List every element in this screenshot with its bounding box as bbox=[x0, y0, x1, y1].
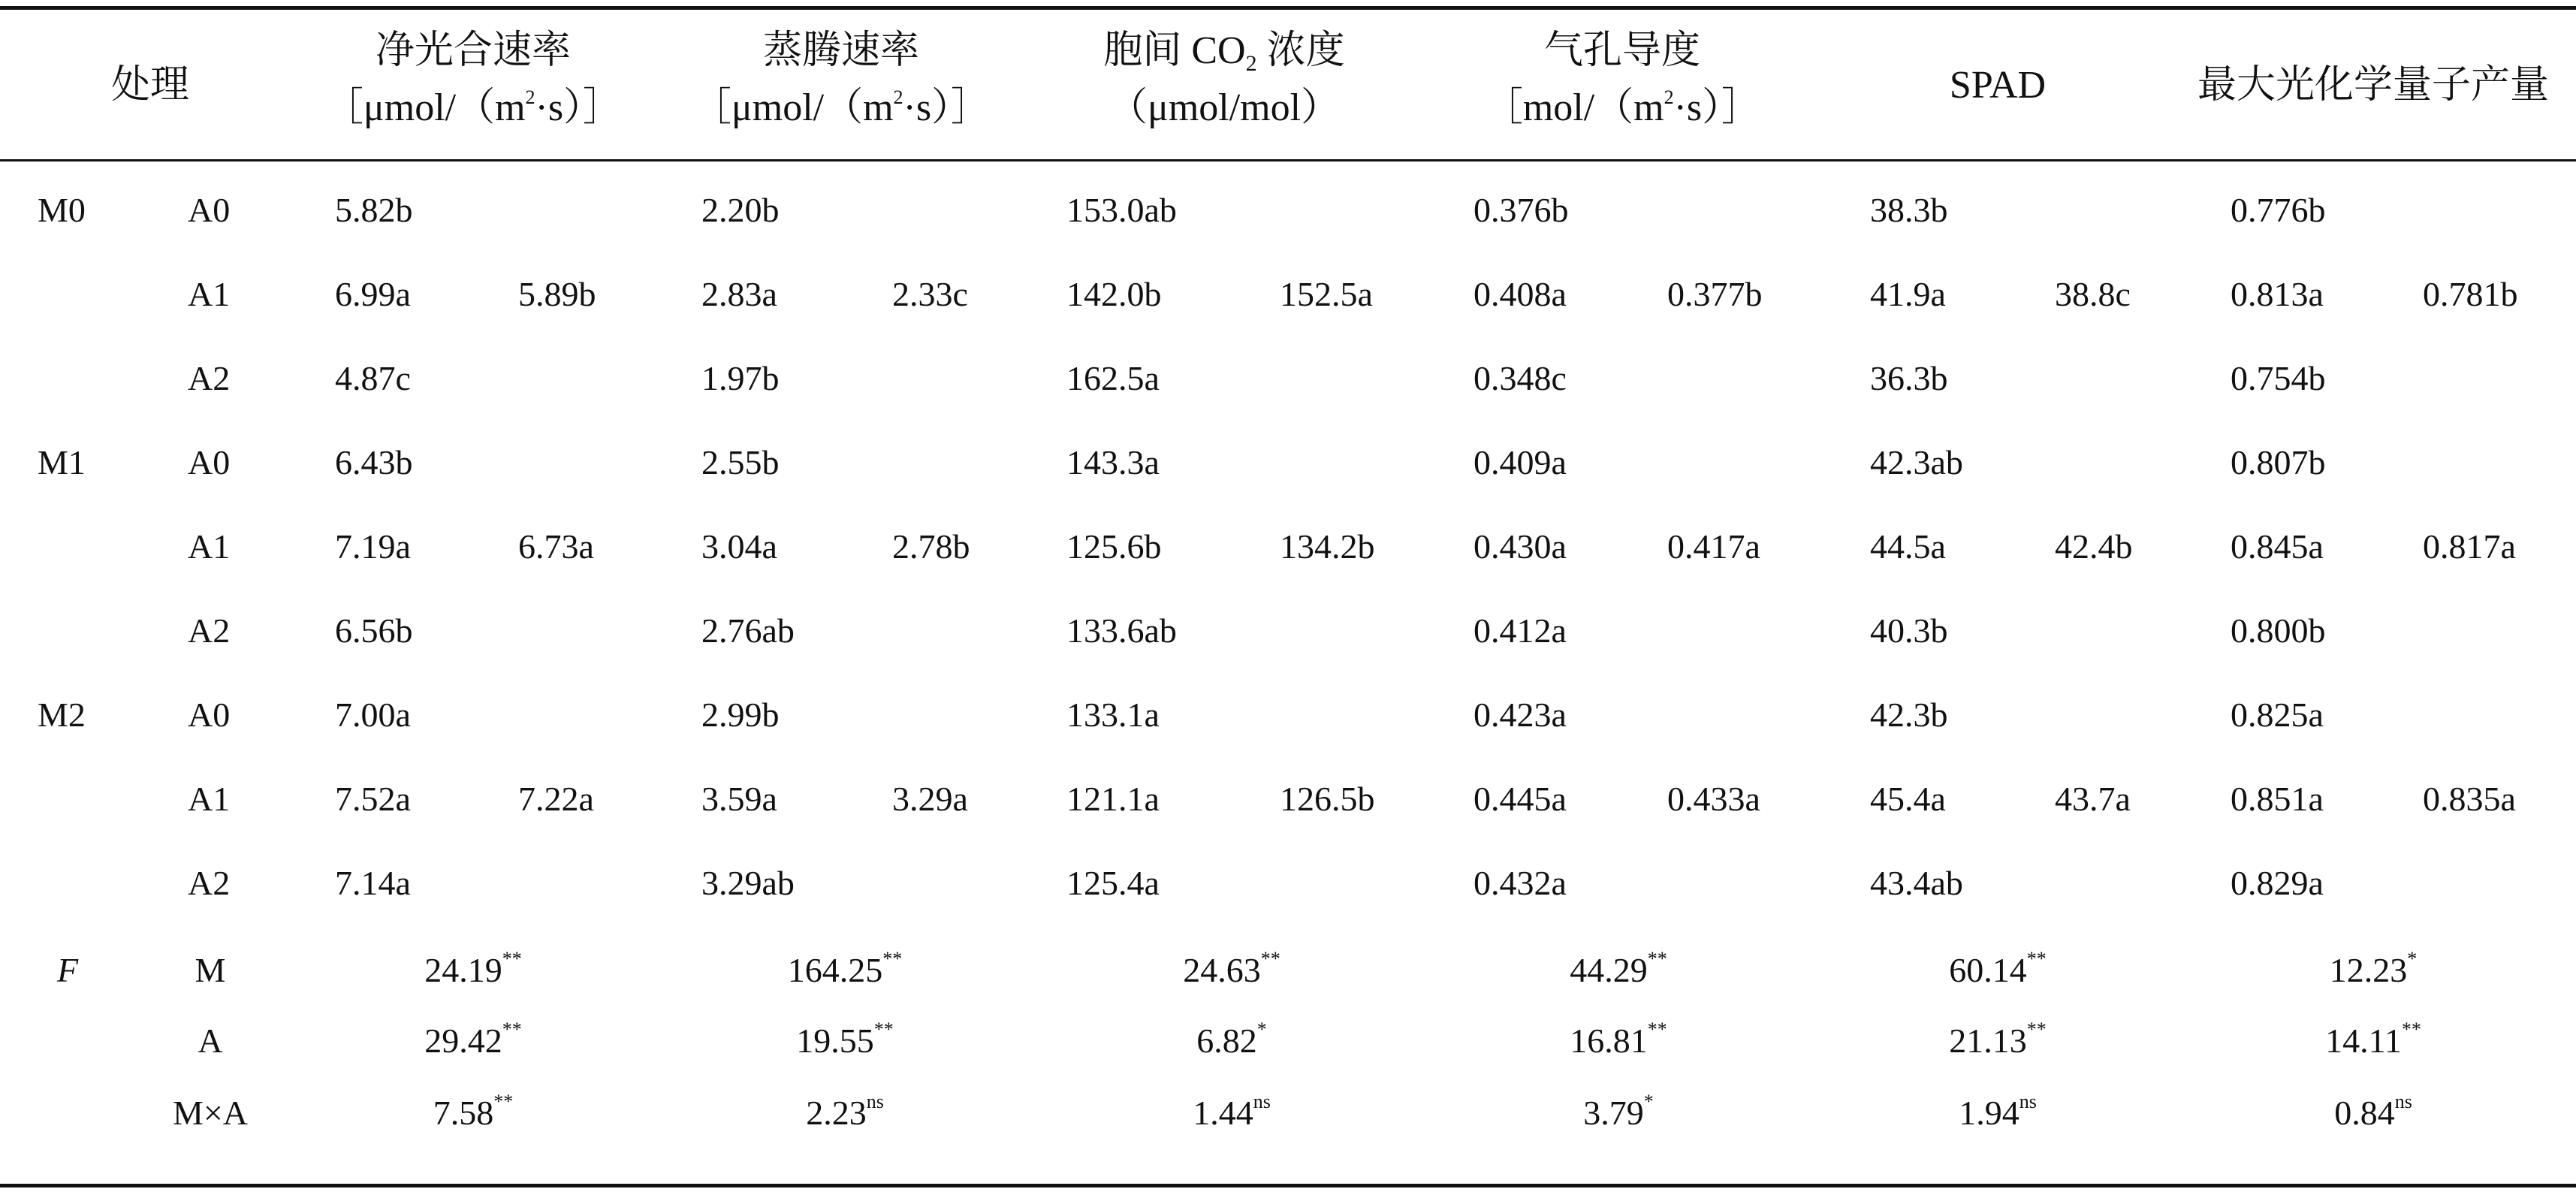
f-significance-mark: ** bbox=[502, 948, 522, 970]
cell-pn-mean: 7.22a bbox=[518, 780, 594, 818]
cell-fvfm: 0.851a bbox=[2231, 780, 2324, 818]
cell-ci: 142.0b bbox=[1066, 275, 1162, 313]
cell-spad: 43.4ab bbox=[1870, 864, 1963, 902]
cell-tr-mean: 2.33c bbox=[892, 275, 968, 313]
cell-pn-mean: 6.73a bbox=[518, 527, 594, 566]
header-spad-name: SPAD bbox=[1949, 64, 2047, 107]
cell-pn-mean: 5.89b bbox=[518, 275, 596, 313]
f-value-number: 164.25 bbox=[787, 951, 883, 989]
header-intercellular-co2 bbox=[1051, 23, 1397, 137]
f-significance-mark: ** bbox=[502, 1018, 522, 1040]
header-gs-unit-a: ［mol/（m bbox=[1483, 86, 1664, 129]
f-significance-mark: * bbox=[1256, 1018, 1267, 1040]
header-ci-name bbox=[1051, 23, 1397, 80]
cell-pn: 4.87c bbox=[335, 359, 411, 397]
cell-pn: 6.99a bbox=[335, 275, 411, 313]
cell-gs: 0.348c bbox=[1474, 359, 1567, 397]
header-net-photosynthesis bbox=[300, 23, 646, 137]
row-group-label: M2 bbox=[38, 696, 86, 734]
cell-ci: 121.1a bbox=[1066, 780, 1160, 818]
cell-ci: 133.6ab bbox=[1066, 611, 1177, 650]
f-value-number: 3.79 bbox=[1583, 1094, 1644, 1132]
cell-gs: 0.432a bbox=[1474, 864, 1567, 902]
cell-tr: 2.99b bbox=[701, 696, 780, 734]
header-fvfm-name: 最大光化学量子产量 bbox=[2197, 64, 2549, 107]
f-source-label: M bbox=[195, 951, 226, 989]
f-value-number: 24.63 bbox=[1183, 951, 1261, 989]
cell-ci: 143.3a bbox=[1066, 443, 1160, 481]
cell-pn: 7.14a bbox=[335, 864, 411, 902]
cell-spad: 38.3b bbox=[1870, 191, 1948, 229]
cell-spad: 45.4a bbox=[1870, 780, 1946, 818]
header-spad bbox=[1848, 57, 2148, 114]
cell-fvfm: 0.845a bbox=[2231, 527, 2324, 566]
cell-pn: 7.19a bbox=[335, 527, 411, 566]
cell-ci-mean: 134.2b bbox=[1280, 527, 1375, 566]
header-pn-name: 净光合速率 bbox=[375, 29, 571, 72]
cell-spad-mean: 42.4b bbox=[2055, 527, 2133, 566]
header-ci-unit: （μmol/mol） bbox=[1108, 86, 1341, 129]
f-significance-mark: ns bbox=[2019, 1091, 2037, 1112]
header-tr-name: 蒸腾速率 bbox=[762, 29, 919, 72]
cell-spad: 42.3b bbox=[1870, 696, 1948, 734]
cell-gs-mean: 0.377b bbox=[1667, 275, 1763, 313]
row-group-label: M0 bbox=[38, 191, 86, 229]
f-value-number: 24.19 bbox=[424, 951, 502, 989]
cell-gs-mean: 0.433a bbox=[1667, 780, 1760, 818]
header-pn-unit-sup: 2 bbox=[525, 86, 535, 108]
cell-pn: 5.82b bbox=[335, 191, 413, 229]
header-ci-sub: 2 bbox=[1245, 51, 1257, 76]
f-value-spad bbox=[1959, 1091, 2037, 1136]
f-value-spad bbox=[1949, 1018, 2047, 1064]
header-gs-unit bbox=[1449, 80, 1795, 137]
cell-fvfm-mean: 0.817a bbox=[2423, 527, 2516, 566]
f-significance-mark: ** bbox=[1260, 948, 1280, 970]
cell-pn: 6.56b bbox=[335, 611, 413, 650]
f-value-number: 6.82 bbox=[1196, 1021, 1257, 1060]
cell-fvfm-mean: 0.781b bbox=[2423, 275, 2518, 313]
f-value-spad bbox=[1949, 948, 2047, 993]
header-tr-unit-sup: 2 bbox=[893, 86, 903, 108]
header-gs-unit-sup: 2 bbox=[1664, 86, 1674, 108]
header-tr-unit-b: ·s）］ bbox=[903, 86, 991, 129]
f-value-number: 29.42 bbox=[424, 1021, 502, 1060]
cell-gs: 0.445a bbox=[1474, 780, 1567, 818]
row-level-label: A1 bbox=[188, 275, 231, 313]
f-value-gs bbox=[1570, 1018, 1667, 1064]
f-value-number: 1.94 bbox=[1959, 1094, 2019, 1132]
f-value-fvfm bbox=[2325, 1018, 2421, 1064]
f-value-pn bbox=[424, 1018, 522, 1064]
header-ci-name-b: 浓度 bbox=[1256, 29, 1345, 72]
cell-ci: 125.6b bbox=[1066, 527, 1162, 566]
row-level-label: A0 bbox=[188, 191, 231, 229]
header-tr-unit bbox=[668, 80, 1014, 137]
cell-ci-mean: 152.5a bbox=[1280, 275, 1373, 313]
f-value-number: 1.44 bbox=[1193, 1094, 1253, 1132]
f-significance-mark: ns bbox=[1253, 1091, 1271, 1112]
row-level-label: A2 bbox=[188, 611, 231, 650]
f-significance-mark: * bbox=[1643, 1091, 1654, 1112]
cell-spad-mean: 43.7a bbox=[2055, 780, 2131, 818]
cell-ci: 153.0ab bbox=[1066, 191, 1177, 229]
f-source-label: A bbox=[198, 1021, 223, 1060]
f-significance-mark: ns bbox=[866, 1091, 884, 1112]
f-value-number: 14.11 bbox=[2325, 1021, 2402, 1060]
f-significance-mark: ns bbox=[2394, 1091, 2412, 1112]
row-level-label: A1 bbox=[188, 527, 231, 566]
header-ci-name-a: 胞间 CO bbox=[1103, 29, 1246, 72]
header-pn-unit-a: ［μmol/（m bbox=[324, 86, 526, 129]
cell-pn: 7.52a bbox=[335, 780, 411, 818]
cell-spad: 40.3b bbox=[1870, 611, 1948, 650]
cell-gs: 0.409a bbox=[1474, 443, 1567, 481]
cell-spad-mean: 38.8c bbox=[2055, 275, 2131, 313]
f-value-number: 7.58 bbox=[433, 1094, 494, 1132]
bottom-rule bbox=[0, 1184, 2576, 1187]
f-value-gs bbox=[1570, 948, 1667, 993]
f-value-ci bbox=[1183, 948, 1280, 993]
header-stomatal-conductance bbox=[1449, 23, 1795, 137]
header-transpiration bbox=[668, 23, 1014, 137]
cell-pn: 6.43b bbox=[335, 443, 413, 481]
header-gs-unit-b: ·s）］ bbox=[1673, 86, 1761, 129]
cell-fvfm: 0.813a bbox=[2231, 275, 2324, 313]
cell-tr: 3.29ab bbox=[701, 864, 795, 902]
cell-fvfm: 0.825a bbox=[2231, 696, 2324, 734]
cell-fvfm: 0.776b bbox=[2231, 191, 2326, 229]
cell-gs: 0.412a bbox=[1474, 611, 1567, 650]
cell-fvfm: 0.754b bbox=[2231, 359, 2326, 397]
f-significance-mark: ** bbox=[2401, 1018, 2421, 1040]
f-test-label: F bbox=[57, 951, 79, 989]
row-level-label: A2 bbox=[188, 864, 231, 902]
f-source-label: M×A bbox=[172, 1094, 249, 1132]
cell-tr: 2.20b bbox=[701, 191, 780, 229]
header-treatment-label: 处理 bbox=[110, 64, 189, 107]
f-value-gs bbox=[1583, 1091, 1654, 1136]
cell-tr: 2.83a bbox=[701, 275, 777, 313]
f-value-pn bbox=[433, 1091, 514, 1136]
cell-tr: 1.97b bbox=[701, 359, 780, 397]
row-level-label: A0 bbox=[188, 443, 231, 481]
f-value-tr bbox=[788, 948, 903, 993]
f-value-pn bbox=[424, 948, 522, 993]
header-pn-unit-b: ·s）］ bbox=[535, 86, 623, 129]
cell-spad: 41.9a bbox=[1870, 275, 1946, 313]
f-value-ci bbox=[1193, 1091, 1271, 1136]
cell-spad: 42.3ab bbox=[1870, 443, 1963, 481]
cell-ci-mean: 126.5b bbox=[1280, 780, 1375, 818]
cell-ci: 125.4a bbox=[1066, 864, 1160, 902]
f-significance-mark: ** bbox=[882, 948, 903, 970]
header-gs-name: 气孔导度 bbox=[1543, 29, 1700, 72]
f-value-tr bbox=[806, 1091, 884, 1136]
cell-gs-mean: 0.417a bbox=[1667, 527, 1760, 566]
f-value-fvfm bbox=[2334, 1091, 2412, 1136]
f-value-number: 44.29 bbox=[1570, 951, 1648, 989]
f-value-fvfm bbox=[2330, 948, 2418, 993]
cell-spad: 44.5a bbox=[1870, 527, 1946, 566]
cell-tr-mean: 3.29a bbox=[892, 780, 968, 818]
f-value-number: 16.81 bbox=[1570, 1021, 1648, 1060]
f-value-number: 60.14 bbox=[1949, 951, 2027, 989]
f-value-number: 2.23 bbox=[806, 1094, 867, 1132]
cell-ci: 162.5a bbox=[1066, 359, 1160, 397]
cell-tr: 2.76ab bbox=[701, 611, 795, 650]
f-value-number: 21.13 bbox=[1949, 1021, 2027, 1060]
cell-gs: 0.376b bbox=[1474, 191, 1569, 229]
f-significance-mark: ** bbox=[2026, 948, 2047, 970]
f-significance-mark: * bbox=[2407, 948, 2418, 970]
cell-gs: 0.430a bbox=[1474, 527, 1567, 566]
f-significance-mark: ** bbox=[1647, 1018, 1667, 1040]
f-significance-mark: ** bbox=[1647, 948, 1667, 970]
cell-spad: 36.3b bbox=[1870, 359, 1948, 397]
header-rule bbox=[0, 159, 2576, 161]
row-level-label: A0 bbox=[188, 696, 231, 734]
cell-fvfm: 0.800b bbox=[2231, 611, 2326, 650]
cell-fvfm-mean: 0.835a bbox=[2423, 780, 2516, 818]
header-tr-unit-a: ［μmol/（m bbox=[692, 86, 894, 129]
f-significance-mark: ** bbox=[873, 1018, 894, 1040]
f-value-number: 19.55 bbox=[796, 1021, 874, 1060]
row-level-label: A2 bbox=[188, 359, 231, 397]
cell-fvfm: 0.829a bbox=[2231, 864, 2324, 902]
f-value-ci bbox=[1196, 1018, 1267, 1064]
cell-gs: 0.408a bbox=[1474, 275, 1567, 313]
cell-gs: 0.423a bbox=[1474, 696, 1567, 734]
cell-ci: 133.1a bbox=[1066, 696, 1160, 734]
f-value-number: 0.84 bbox=[2334, 1094, 2395, 1132]
top-rule bbox=[0, 6, 2576, 10]
f-value-tr bbox=[796, 1018, 894, 1064]
cell-tr: 3.59a bbox=[701, 780, 777, 818]
header-pn-unit bbox=[300, 80, 646, 137]
header-treatment bbox=[83, 57, 218, 114]
row-level-label: A1 bbox=[188, 780, 231, 818]
cell-tr: 2.55b bbox=[701, 443, 780, 481]
f-significance-mark: ** bbox=[2026, 1018, 2047, 1040]
row-group-label: M1 bbox=[38, 443, 86, 481]
f-significance-mark: ** bbox=[493, 1091, 514, 1112]
cell-tr: 3.04a bbox=[701, 527, 777, 566]
cell-tr-mean: 2.78b bbox=[892, 527, 970, 566]
cell-fvfm: 0.807b bbox=[2231, 443, 2326, 481]
f-value-number: 12.23 bbox=[2329, 951, 2408, 989]
header-fvfm bbox=[2185, 57, 2561, 114]
cell-pn: 7.00a bbox=[335, 696, 411, 734]
